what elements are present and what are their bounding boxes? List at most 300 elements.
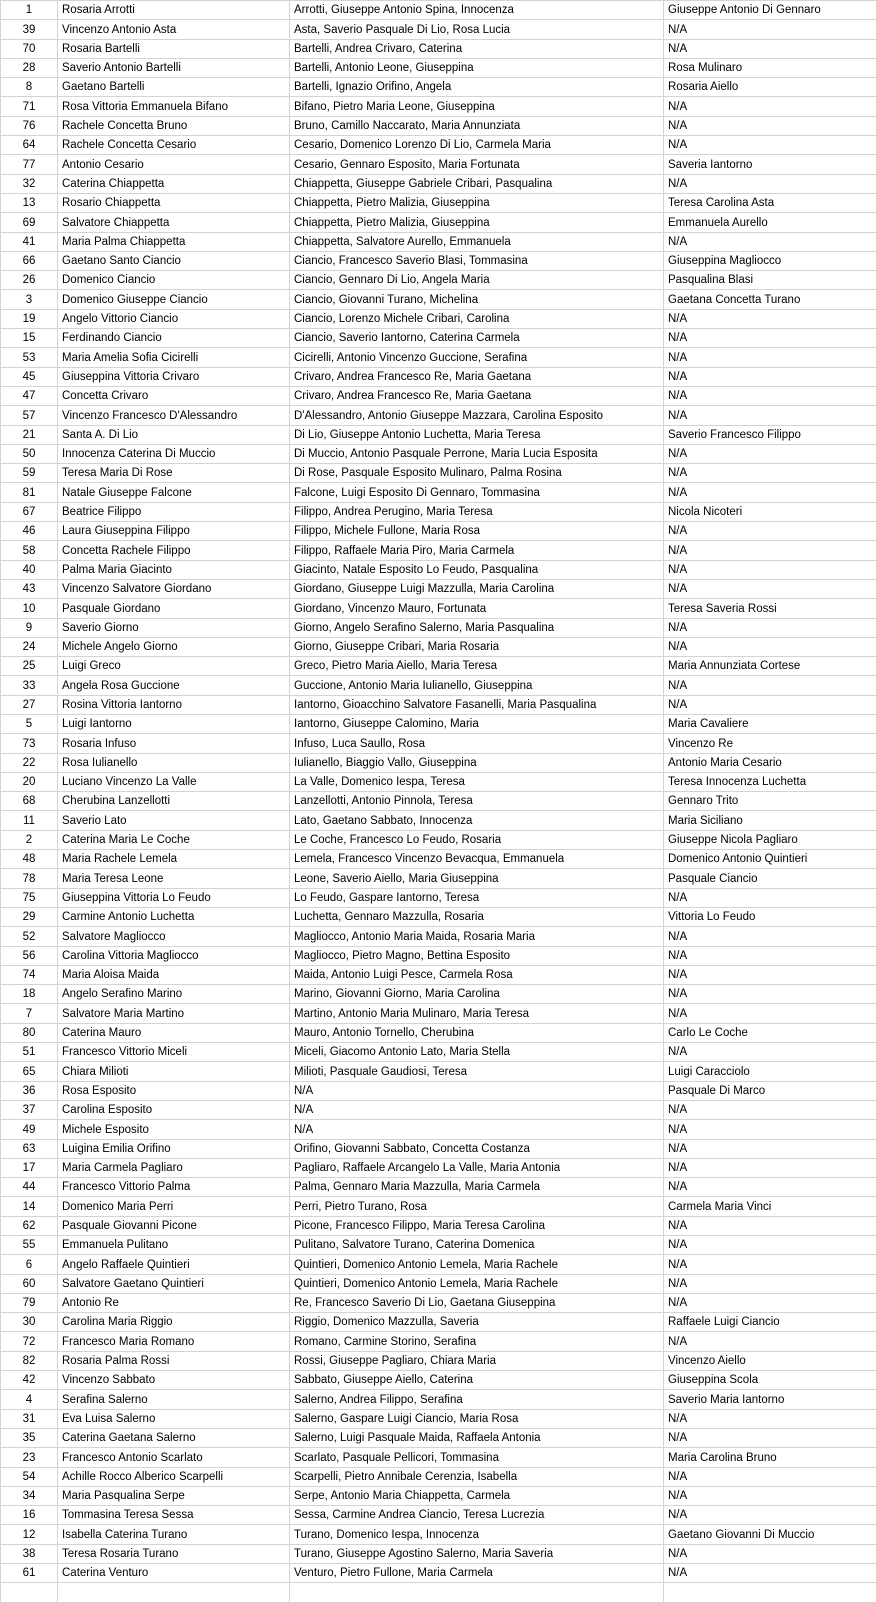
person-name-cell[interactable]: Teresa Rosaria Turano bbox=[58, 1544, 290, 1563]
parents-cell[interactable]: Giordano, Vincenzo Mauro, Fortunata bbox=[290, 599, 664, 618]
person-name-cell[interactable]: Maria Rachele Lemela bbox=[58, 850, 290, 869]
row-id-cell[interactable]: 35 bbox=[1, 1428, 58, 1447]
person-name-cell[interactable]: Rosario Chiappetta bbox=[58, 193, 290, 212]
spouse-cell[interactable]: Saveria Iantorno bbox=[664, 155, 876, 174]
row-id-cell[interactable]: 33 bbox=[1, 676, 58, 695]
person-name-cell[interactable]: Vincenzo Sabbato bbox=[58, 1371, 290, 1390]
spouse-cell[interactable]: N/A bbox=[664, 1467, 876, 1486]
person-name-cell[interactable]: Rosa Vittoria Emmanuela Bifano bbox=[58, 97, 290, 116]
row-id-cell[interactable]: 54 bbox=[1, 1467, 58, 1486]
person-name-cell[interactable]: Rosa Iulianello bbox=[58, 753, 290, 772]
parents-cell[interactable]: Cesario, Gennaro Esposito, Maria Fortunata bbox=[290, 155, 664, 174]
spouse-cell[interactable]: Giuseppe Antonio Di Gennaro bbox=[664, 1, 876, 20]
person-name-cell[interactable]: Saverio Lato bbox=[58, 811, 290, 830]
person-name-cell[interactable]: Caterina Mauro bbox=[58, 1023, 290, 1042]
parents-cell[interactable]: Martino, Antonio Maria Mulinaro, Maria Teresa bbox=[290, 1004, 664, 1023]
parents-cell[interactable]: Bartelli, Andrea Crivaro, Caterina bbox=[290, 39, 664, 58]
person-name-cell[interactable]: Francesco Antonio Scarlato bbox=[58, 1448, 290, 1467]
person-name-cell[interactable]: Luigina Emilia Orifino bbox=[58, 1139, 290, 1158]
person-name-cell[interactable]: Giuseppina Vittoria Lo Feudo bbox=[58, 888, 290, 907]
row-id-cell[interactable]: 80 bbox=[1, 1023, 58, 1042]
person-name-cell[interactable]: Luciano Vincenzo La Valle bbox=[58, 772, 290, 791]
spouse-cell[interactable]: N/A bbox=[664, 1409, 876, 1428]
row-id-cell[interactable]: 41 bbox=[1, 232, 58, 251]
person-name-cell[interactable]: Salvatore Chiappetta bbox=[58, 213, 290, 232]
row-id-cell[interactable]: 19 bbox=[1, 309, 58, 328]
spouse-cell[interactable]: Rosa Mulinaro bbox=[664, 58, 876, 77]
person-name-cell[interactable]: Santa A. Di Lio bbox=[58, 425, 290, 444]
parents-cell[interactable]: Giordano, Giuseppe Luigi Mazzulla, Maria Carolina bbox=[290, 579, 664, 598]
parents-cell[interactable]: Falcone, Luigi Esposito Di Gennaro, Tommasina bbox=[290, 483, 664, 502]
row-id-cell[interactable]: 38 bbox=[1, 1544, 58, 1563]
person-name-cell[interactable]: Caterina Gaetana Salerno bbox=[58, 1428, 290, 1447]
spouse-cell[interactable]: N/A bbox=[664, 1486, 876, 1505]
parents-cell[interactable]: Bifano, Pietro Maria Leone, Giuseppina bbox=[290, 97, 664, 116]
spouse-cell[interactable]: N/A bbox=[664, 1332, 876, 1351]
parents-cell[interactable]: Chiappetta, Giuseppe Gabriele Cribari, Pasqualina bbox=[290, 174, 664, 193]
person-name-cell[interactable]: Laura Giuseppina Filippo bbox=[58, 522, 290, 541]
parents-cell[interactable]: Quintieri, Domenico Antonio Lemela, Maria Rachele bbox=[290, 1274, 664, 1293]
spouse-cell[interactable]: N/A bbox=[664, 39, 876, 58]
row-id-cell[interactable]: 6 bbox=[1, 1255, 58, 1274]
row-id-cell[interactable]: 78 bbox=[1, 869, 58, 888]
row-id-cell[interactable]: 73 bbox=[1, 734, 58, 753]
spouse-cell[interactable]: N/A bbox=[664, 695, 876, 714]
parents-cell[interactable]: Sessa, Carmine Andrea Ciancio, Teresa Lucrezia bbox=[290, 1506, 664, 1525]
spouse-cell[interactable]: Teresa Saveria Rossi bbox=[664, 599, 876, 618]
person-name-cell[interactable]: Antonio Cesario bbox=[58, 155, 290, 174]
person-name-cell[interactable]: Saverio Giorno bbox=[58, 618, 290, 637]
spouse-cell[interactable]: Maria Annunziata Cortese bbox=[664, 657, 876, 676]
spouse-cell[interactable]: N/A bbox=[664, 1100, 876, 1119]
person-name-cell[interactable]: Emmanuela Pulitano bbox=[58, 1236, 290, 1255]
person-name-cell[interactable]: Carolina Maria Riggio bbox=[58, 1313, 290, 1332]
person-name-cell[interactable]: Achille Rocco Alberico Scarpelli bbox=[58, 1467, 290, 1486]
parents-cell[interactable]: Crivaro, Andrea Francesco Re, Maria Gaetana bbox=[290, 386, 664, 405]
row-id-cell[interactable]: 50 bbox=[1, 444, 58, 463]
person-name-cell[interactable]: Maria Aloisa Maida bbox=[58, 965, 290, 984]
row-id-cell[interactable]: 26 bbox=[1, 271, 58, 290]
row-id-cell[interactable]: 61 bbox=[1, 1564, 58, 1583]
parents-cell[interactable]: Di Muccio, Antonio Pasquale Perrone, Maria Lucia Esposita bbox=[290, 444, 664, 463]
parents-cell[interactable]: Lanzellotti, Antonio Pinnola, Teresa bbox=[290, 792, 664, 811]
person-name-cell[interactable]: Rosaria Palma Rossi bbox=[58, 1351, 290, 1370]
row-id-cell[interactable]: 4 bbox=[1, 1390, 58, 1409]
person-name-cell[interactable]: Angela Rosa Guccione bbox=[58, 676, 290, 695]
person-name-cell[interactable]: Teresa Maria Di Rose bbox=[58, 464, 290, 483]
parents-cell[interactable]: Quintieri, Domenico Antonio Lemela, Maria Rachele bbox=[290, 1255, 664, 1274]
parents-cell[interactable]: Rossi, Giuseppe Pagliaro, Chiara Maria bbox=[290, 1351, 664, 1370]
row-id-cell[interactable]: 48 bbox=[1, 850, 58, 869]
person-name-cell[interactable]: Rachele Concetta Bruno bbox=[58, 116, 290, 135]
row-id-cell[interactable]: 7 bbox=[1, 1004, 58, 1023]
spouse-cell[interactable]: Saverio Maria Iantorno bbox=[664, 1390, 876, 1409]
person-name-cell[interactable]: Domenico Ciancio bbox=[58, 271, 290, 290]
spouse-cell[interactable]: Giuseppina Scola bbox=[664, 1371, 876, 1390]
person-name-cell[interactable]: Rosa Esposito bbox=[58, 1081, 290, 1100]
parents-cell[interactable]: Chiappetta, Pietro Malizia, Giuseppina bbox=[290, 193, 664, 212]
row-id-cell[interactable]: 81 bbox=[1, 483, 58, 502]
parents-cell[interactable]: Iantorno, Giuseppe Calomino, Maria bbox=[290, 714, 664, 733]
parents-cell[interactable]: Mauro, Antonio Tornello, Cherubina bbox=[290, 1023, 664, 1042]
row-id-cell[interactable]: 23 bbox=[1, 1448, 58, 1467]
spouse-cell[interactable]: N/A bbox=[664, 1158, 876, 1177]
spouse-cell[interactable]: Teresa Innocenza Luchetta bbox=[664, 772, 876, 791]
row-id-cell[interactable]: 46 bbox=[1, 522, 58, 541]
row-id-cell[interactable]: 17 bbox=[1, 1158, 58, 1177]
spouse-cell[interactable]: N/A bbox=[664, 1506, 876, 1525]
row-id-cell[interactable]: 52 bbox=[1, 927, 58, 946]
parents-cell[interactable]: La Valle, Domenico Iespa, Teresa bbox=[290, 772, 664, 791]
spouse-cell[interactable]: N/A bbox=[664, 309, 876, 328]
spouse-cell[interactable]: N/A bbox=[664, 483, 876, 502]
row-id-cell[interactable]: 59 bbox=[1, 464, 58, 483]
parents-cell[interactable]: Greco, Pietro Maria Aiello, Maria Teresa bbox=[290, 657, 664, 676]
person-name-cell[interactable]: Salvatore Magliocco bbox=[58, 927, 290, 946]
person-name-cell[interactable]: Chiara Milioti bbox=[58, 1062, 290, 1081]
spouse-cell[interactable]: N/A bbox=[664, 367, 876, 386]
person-name-cell[interactable]: Rosina Vittoria Iantorno bbox=[58, 695, 290, 714]
row-id-cell[interactable]: 53 bbox=[1, 348, 58, 367]
parents-cell[interactable]: Asta, Saverio Pasquale Di Lio, Rosa Lucia bbox=[290, 20, 664, 39]
spouse-cell[interactable]: N/A bbox=[664, 1428, 876, 1447]
parents-cell[interactable]: Di Lio, Giuseppe Antonio Luchetta, Maria Teresa bbox=[290, 425, 664, 444]
row-id-cell[interactable]: 18 bbox=[1, 985, 58, 1004]
row-id-cell[interactable]: 39 bbox=[1, 20, 58, 39]
person-name-cell[interactable]: Domenico Giuseppe Ciancio bbox=[58, 290, 290, 309]
parents-cell[interactable]: Milioti, Pasquale Gaudiosi, Teresa bbox=[290, 1062, 664, 1081]
row-id-cell[interactable]: 65 bbox=[1, 1062, 58, 1081]
row-id-cell[interactable]: 13 bbox=[1, 193, 58, 212]
spouse-cell[interactable]: N/A bbox=[664, 116, 876, 135]
row-id-cell[interactable]: 49 bbox=[1, 1120, 58, 1139]
spouse-cell[interactable]: N/A bbox=[664, 444, 876, 463]
parents-cell[interactable]: Infuso, Luca Saullo, Rosa bbox=[290, 734, 664, 753]
spouse-cell[interactable]: Vittoria Lo Feudo bbox=[664, 907, 876, 926]
parents-cell[interactable]: Arrotti, Giuseppe Antonio Spina, Innocenza bbox=[290, 1, 664, 20]
person-name-cell[interactable]: Pasquale Giordano bbox=[58, 599, 290, 618]
row-id-cell[interactable]: 71 bbox=[1, 97, 58, 116]
person-name-cell[interactable]: Gaetano Santo Ciancio bbox=[58, 251, 290, 270]
person-name-cell[interactable]: Ferdinando Ciancio bbox=[58, 329, 290, 348]
spouse-cell[interactable]: Emmanuela Aurello bbox=[664, 213, 876, 232]
person-name-cell[interactable]: Antonio Re bbox=[58, 1293, 290, 1312]
person-name-cell[interactable]: Serafina Salerno bbox=[58, 1390, 290, 1409]
spouse-cell[interactable]: N/A bbox=[664, 888, 876, 907]
person-name-cell[interactable]: Vincenzo Salvatore Giordano bbox=[58, 579, 290, 598]
spouse-cell[interactable] bbox=[664, 1583, 876, 1602]
spouse-cell[interactable]: N/A bbox=[664, 136, 876, 155]
row-id-cell[interactable]: 1 bbox=[1, 1, 58, 20]
spouse-cell[interactable]: N/A bbox=[664, 386, 876, 405]
row-id-cell[interactable]: 51 bbox=[1, 1043, 58, 1062]
spouse-cell[interactable]: Vincenzo Re bbox=[664, 734, 876, 753]
spouse-cell[interactable]: N/A bbox=[664, 946, 876, 965]
spouse-cell[interactable]: Vincenzo Aiello bbox=[664, 1351, 876, 1370]
spouse-cell[interactable]: N/A bbox=[664, 20, 876, 39]
parents-cell[interactable]: Salerno, Gaspare Luigi Ciancio, Maria Rosa bbox=[290, 1409, 664, 1428]
parents-cell[interactable]: Perri, Pietro Turano, Rosa bbox=[290, 1197, 664, 1216]
parents-cell[interactable]: Scarlato, Pasquale Pellicori, Tommasina bbox=[290, 1448, 664, 1467]
parents-cell[interactable]: Orifino, Giovanni Sabbato, Concetta Costanza bbox=[290, 1139, 664, 1158]
spouse-cell[interactable]: N/A bbox=[664, 1544, 876, 1563]
parents-cell[interactable]: Magliocco, Antonio Maria Maida, Rosaria Maria bbox=[290, 927, 664, 946]
row-id-cell[interactable]: 79 bbox=[1, 1293, 58, 1312]
row-id-cell[interactable]: 28 bbox=[1, 58, 58, 77]
spouse-cell[interactable]: N/A bbox=[664, 1564, 876, 1583]
spouse-cell[interactable]: Giuseppina Magliocco bbox=[664, 251, 876, 270]
spouse-cell[interactable]: N/A bbox=[664, 464, 876, 483]
spouse-cell[interactable]: N/A bbox=[664, 579, 876, 598]
row-id-cell[interactable]: 21 bbox=[1, 425, 58, 444]
row-id-cell[interactable]: 47 bbox=[1, 386, 58, 405]
row-id-cell[interactable]: 69 bbox=[1, 213, 58, 232]
parents-cell[interactable]: Cesario, Domenico Lorenzo Di Lio, Carmela Maria bbox=[290, 136, 664, 155]
person-name-cell[interactable]: Francesco Vittorio Palma bbox=[58, 1178, 290, 1197]
parents-cell[interactable]: Pulitano, Salvatore Turano, Caterina Domenica bbox=[290, 1236, 664, 1255]
parents-cell[interactable]: Bruno, Camillo Naccarato, Maria Annunziata bbox=[290, 116, 664, 135]
parents-cell[interactable]: Di Rose, Pasquale Esposito Mulinaro, Palma Rosina bbox=[290, 464, 664, 483]
row-id-cell[interactable]: 62 bbox=[1, 1216, 58, 1235]
person-name-cell[interactable]: Angelo Serafino Marino bbox=[58, 985, 290, 1004]
row-id-cell[interactable]: 82 bbox=[1, 1351, 58, 1370]
row-id-cell[interactable]: 42 bbox=[1, 1371, 58, 1390]
person-name-cell[interactable]: Isabella Caterina Turano bbox=[58, 1525, 290, 1544]
parents-cell[interactable]: Leone, Saverio Aiello, Maria Giuseppina bbox=[290, 869, 664, 888]
row-id-cell[interactable]: 68 bbox=[1, 792, 58, 811]
row-id-cell[interactable]: 67 bbox=[1, 502, 58, 521]
parents-cell[interactable]: N/A bbox=[290, 1120, 664, 1139]
spouse-cell[interactable]: Domenico Antonio Quintieri bbox=[664, 850, 876, 869]
row-id-cell[interactable]: 8 bbox=[1, 78, 58, 97]
row-id-cell[interactable]: 14 bbox=[1, 1197, 58, 1216]
row-id-cell[interactable]: 24 bbox=[1, 637, 58, 656]
row-id-cell[interactable]: 3 bbox=[1, 290, 58, 309]
spouse-cell[interactable]: N/A bbox=[664, 1178, 876, 1197]
row-id-cell[interactable]: 77 bbox=[1, 155, 58, 174]
spouse-cell[interactable]: Gaetano Giovanni Di Muccio bbox=[664, 1525, 876, 1544]
row-id-cell[interactable]: 63 bbox=[1, 1139, 58, 1158]
row-id-cell[interactable]: 44 bbox=[1, 1178, 58, 1197]
person-name-cell[interactable]: Carolina Vittoria Magliocco bbox=[58, 946, 290, 965]
person-name-cell[interactable]: Cherubina Lanzellotti bbox=[58, 792, 290, 811]
parents-cell[interactable]: Picone, Francesco Filippo, Maria Teresa Carolina bbox=[290, 1216, 664, 1235]
spouse-cell[interactable]: N/A bbox=[664, 637, 876, 656]
parents-cell[interactable]: Venturo, Pietro Fullone, Maria Carmela bbox=[290, 1564, 664, 1583]
row-id-cell[interactable]: 31 bbox=[1, 1409, 58, 1428]
spouse-cell[interactable]: N/A bbox=[664, 676, 876, 695]
person-name-cell[interactable]: Concetta Crivaro bbox=[58, 386, 290, 405]
parents-cell[interactable]: Re, Francesco Saverio Di Lio, Gaetana Giuseppina bbox=[290, 1293, 664, 1312]
person-name-cell[interactable]: Rachele Concetta Cesario bbox=[58, 136, 290, 155]
person-name-cell[interactable]: Palma Maria Giacinto bbox=[58, 560, 290, 579]
spouse-cell[interactable]: Nicola Nicoteri bbox=[664, 502, 876, 521]
spouse-cell[interactable]: Saverio Francesco Filippo bbox=[664, 425, 876, 444]
parents-cell[interactable]: Turano, Giuseppe Agostino Salerno, Maria Saveria bbox=[290, 1544, 664, 1563]
parents-cell[interactable]: Sabbato, Giuseppe Aiello, Caterina bbox=[290, 1371, 664, 1390]
spouse-cell[interactable]: N/A bbox=[664, 1216, 876, 1235]
parents-cell[interactable]: Lemela, Francesco Vincenzo Bevacqua, Emmanuela bbox=[290, 850, 664, 869]
person-name-cell[interactable]: Caterina Chiappetta bbox=[58, 174, 290, 193]
person-name-cell[interactable]: Giuseppina Vittoria Crivaro bbox=[58, 367, 290, 386]
parents-cell[interactable]: Salerno, Luigi Pasquale Maida, Raffaela Antonia bbox=[290, 1428, 664, 1447]
parents-cell[interactable]: Ciancio, Giovanni Turano, Michelina bbox=[290, 290, 664, 309]
parents-cell[interactable]: Giorno, Angelo Serafino Salerno, Maria Pasqualina bbox=[290, 618, 664, 637]
person-name-cell[interactable]: Rosaria Infuso bbox=[58, 734, 290, 753]
row-id-cell[interactable]: 2 bbox=[1, 830, 58, 849]
parents-cell[interactable]: Ciancio, Lorenzo Michele Cribari, Carolina bbox=[290, 309, 664, 328]
parents-cell[interactable]: Ciancio, Francesco Saverio Blasi, Tommasina bbox=[290, 251, 664, 270]
person-name-cell[interactable]: Innocenza Caterina Di Muccio bbox=[58, 444, 290, 463]
spouse-cell[interactable]: Maria Siciliano bbox=[664, 811, 876, 830]
spouse-cell[interactable]: N/A bbox=[664, 232, 876, 251]
parents-cell[interactable]: Giacinto, Natale Esposito Lo Feudo, Pasqualina bbox=[290, 560, 664, 579]
parents-cell[interactable]: Crivaro, Andrea Francesco Re, Maria Gaetana bbox=[290, 367, 664, 386]
person-name-cell[interactable]: Luigi Greco bbox=[58, 657, 290, 676]
spouse-cell[interactable]: N/A bbox=[664, 97, 876, 116]
person-name-cell[interactable]: Michele Esposito bbox=[58, 1120, 290, 1139]
row-id-cell[interactable]: 34 bbox=[1, 1486, 58, 1505]
spouse-cell[interactable]: Giuseppe Nicola Pagliaro bbox=[664, 830, 876, 849]
spouse-cell[interactable]: Maria Cavaliere bbox=[664, 714, 876, 733]
parents-cell[interactable]: N/A bbox=[290, 1100, 664, 1119]
parents-cell[interactable]: Turano, Domenico Iespa, Innocenza bbox=[290, 1525, 664, 1544]
person-name-cell[interactable]: Vincenzo Antonio Asta bbox=[58, 20, 290, 39]
row-id-cell[interactable]: 25 bbox=[1, 657, 58, 676]
person-name-cell[interactable]: Saverio Antonio Bartelli bbox=[58, 58, 290, 77]
person-name-cell[interactable]: Carolina Esposito bbox=[58, 1100, 290, 1119]
row-id-cell[interactable]: 10 bbox=[1, 599, 58, 618]
spouse-cell[interactable]: N/A bbox=[664, 618, 876, 637]
person-name-cell[interactable]: Eva Luisa Salerno bbox=[58, 1409, 290, 1428]
spouse-cell[interactable]: Pasqualina Blasi bbox=[664, 271, 876, 290]
parents-cell[interactable]: Lato, Gaetano Sabbato, Innocenza bbox=[290, 811, 664, 830]
row-id-cell[interactable]: 72 bbox=[1, 1332, 58, 1351]
spouse-cell[interactable]: N/A bbox=[664, 927, 876, 946]
spouse-cell[interactable]: Gaetana Concetta Turano bbox=[664, 290, 876, 309]
spouse-cell[interactable]: N/A bbox=[664, 1004, 876, 1023]
parents-cell[interactable]: Ciancio, Gennaro Di Lio, Angela Maria bbox=[290, 271, 664, 290]
row-id-cell[interactable]: 66 bbox=[1, 251, 58, 270]
parents-cell[interactable]: Chiappetta, Pietro Malizia, Giuseppina bbox=[290, 213, 664, 232]
person-name-cell[interactable]: Maria Palma Chiappetta bbox=[58, 232, 290, 251]
row-id-cell[interactable]: 40 bbox=[1, 560, 58, 579]
person-name-cell[interactable]: Angelo Vittorio Ciancio bbox=[58, 309, 290, 328]
spouse-cell[interactable]: N/A bbox=[664, 1043, 876, 1062]
person-name-cell[interactable]: Caterina Venturo bbox=[58, 1564, 290, 1583]
row-id-cell[interactable]: 60 bbox=[1, 1274, 58, 1293]
row-id-cell[interactable]: 11 bbox=[1, 811, 58, 830]
person-name-cell[interactable]: Salvatore Gaetano Quintieri bbox=[58, 1274, 290, 1293]
spouse-cell[interactable]: Carmela Maria Vinci bbox=[664, 1197, 876, 1216]
spouse-cell[interactable]: N/A bbox=[664, 541, 876, 560]
parents-cell[interactable]: Miceli, Giacomo Antonio Lato, Maria Stella bbox=[290, 1043, 664, 1062]
row-id-cell[interactable]: 64 bbox=[1, 136, 58, 155]
parents-cell[interactable]: Le Coche, Francesco Lo Feudo, Rosaria bbox=[290, 830, 664, 849]
parents-cell[interactable]: Bartelli, Ignazio Orifino, Angela bbox=[290, 78, 664, 97]
person-name-cell[interactable]: Carmine Antonio Luchetta bbox=[58, 907, 290, 926]
spouse-cell[interactable]: N/A bbox=[664, 522, 876, 541]
row-id-cell[interactable]: 22 bbox=[1, 753, 58, 772]
row-id-cell[interactable]: 55 bbox=[1, 1236, 58, 1255]
row-id-cell[interactable]: 29 bbox=[1, 907, 58, 926]
person-name-cell[interactable]: Salvatore Maria Martino bbox=[58, 1004, 290, 1023]
spouse-cell[interactable]: N/A bbox=[664, 560, 876, 579]
spouse-cell[interactable]: N/A bbox=[664, 1274, 876, 1293]
parents-cell[interactable]: Salerno, Andrea Filippo, Serafina bbox=[290, 1390, 664, 1409]
spouse-cell[interactable]: Pasquale Di Marco bbox=[664, 1081, 876, 1100]
person-name-cell[interactable]: Tommasina Teresa Sessa bbox=[58, 1506, 290, 1525]
parents-cell[interactable]: Bartelli, Antonio Leone, Giuseppina bbox=[290, 58, 664, 77]
row-id-cell[interactable]: 30 bbox=[1, 1313, 58, 1332]
row-id-cell[interactable]: 76 bbox=[1, 116, 58, 135]
person-name-cell[interactable]: Rosaria Bartelli bbox=[58, 39, 290, 58]
person-name-cell[interactable]: Maria Amelia Sofia Cicirelli bbox=[58, 348, 290, 367]
row-id-cell[interactable]: 57 bbox=[1, 406, 58, 425]
spouse-cell[interactable]: Pasquale Ciancio bbox=[664, 869, 876, 888]
row-id-cell[interactable]: 58 bbox=[1, 541, 58, 560]
parents-cell[interactable]: D'Alessandro, Antonio Giuseppe Mazzara, Carolina Esposito bbox=[290, 406, 664, 425]
parents-cell[interactable]: Filippo, Raffaele Maria Piro, Maria Carmela bbox=[290, 541, 664, 560]
row-id-cell[interactable]: 75 bbox=[1, 888, 58, 907]
person-name-cell[interactable]: Rosaria Arrotti bbox=[58, 1, 290, 20]
person-name-cell[interactable]: Francesco Maria Romano bbox=[58, 1332, 290, 1351]
spouse-cell[interactable]: Luigi Caracciolo bbox=[664, 1062, 876, 1081]
parents-cell[interactable]: Palma, Gennaro Maria Mazzulla, Maria Carmela bbox=[290, 1178, 664, 1197]
spouse-cell[interactable]: Maria Carolina Bruno bbox=[664, 1448, 876, 1467]
spouse-cell[interactable]: Raffaele Luigi Ciancio bbox=[664, 1313, 876, 1332]
spouse-cell[interactable]: Rosaria Aiello bbox=[664, 78, 876, 97]
parents-cell[interactable]: Marino, Giovanni Giorno, Maria Carolina bbox=[290, 985, 664, 1004]
parents-cell[interactable]: Maida, Antonio Luigi Pesce, Carmela Rosa bbox=[290, 965, 664, 984]
person-name-cell[interactable]: Concetta Rachele Filippo bbox=[58, 541, 290, 560]
row-id-cell[interactable] bbox=[1, 1583, 58, 1602]
spouse-cell[interactable]: Teresa Carolina Asta bbox=[664, 193, 876, 212]
row-id-cell[interactable]: 74 bbox=[1, 965, 58, 984]
row-id-cell[interactable]: 45 bbox=[1, 367, 58, 386]
row-id-cell[interactable]: 37 bbox=[1, 1100, 58, 1119]
row-id-cell[interactable]: 12 bbox=[1, 1525, 58, 1544]
spouse-cell[interactable]: Antonio Maria Cesario bbox=[664, 753, 876, 772]
row-id-cell[interactable]: 20 bbox=[1, 772, 58, 791]
parents-cell[interactable]: Ciancio, Saverio Iantorno, Caterina Carmela bbox=[290, 329, 664, 348]
spouse-cell[interactable]: Gennaro Trito bbox=[664, 792, 876, 811]
row-id-cell[interactable]: 16 bbox=[1, 1506, 58, 1525]
person-name-cell[interactable]: Gaetano Bartelli bbox=[58, 78, 290, 97]
spouse-cell[interactable]: N/A bbox=[664, 1139, 876, 1158]
parents-cell[interactable]: Lo Feudo, Gaspare Iantorno, Teresa bbox=[290, 888, 664, 907]
row-id-cell[interactable]: 5 bbox=[1, 714, 58, 733]
person-name-cell[interactable]: Angelo Raffaele Quintieri bbox=[58, 1255, 290, 1274]
row-id-cell[interactable]: 43 bbox=[1, 579, 58, 598]
row-id-cell[interactable]: 70 bbox=[1, 39, 58, 58]
row-id-cell[interactable]: 27 bbox=[1, 695, 58, 714]
person-name-cell[interactable]: Caterina Maria Le Coche bbox=[58, 830, 290, 849]
row-id-cell[interactable]: 36 bbox=[1, 1081, 58, 1100]
spouse-cell[interactable]: Carlo Le Coche bbox=[664, 1023, 876, 1042]
parents-cell[interactable]: Serpe, Antonio Maria Chiappetta, Carmela bbox=[290, 1486, 664, 1505]
parents-cell[interactable]: Filippo, Michele Fullone, Maria Rosa bbox=[290, 522, 664, 541]
parents-cell[interactable]: Pagliaro, Raffaele Arcangelo La Valle, Maria Antonia bbox=[290, 1158, 664, 1177]
parents-cell[interactable]: Guccione, Antonio Maria Iulianello, Giuseppina bbox=[290, 676, 664, 695]
parents-cell[interactable]: Iulianello, Biaggio Vallo, Giuseppina bbox=[290, 753, 664, 772]
spouse-cell[interactable]: N/A bbox=[664, 406, 876, 425]
parents-cell[interactable]: Luchetta, Gennaro Mazzulla, Rosaria bbox=[290, 907, 664, 926]
parents-cell[interactable] bbox=[290, 1583, 664, 1602]
parents-cell[interactable]: Giorno, Giuseppe Cribari, Maria Rosaria bbox=[290, 637, 664, 656]
spouse-cell[interactable]: N/A bbox=[664, 1293, 876, 1312]
person-name-cell[interactable]: Maria Carmela Pagliaro bbox=[58, 1158, 290, 1177]
